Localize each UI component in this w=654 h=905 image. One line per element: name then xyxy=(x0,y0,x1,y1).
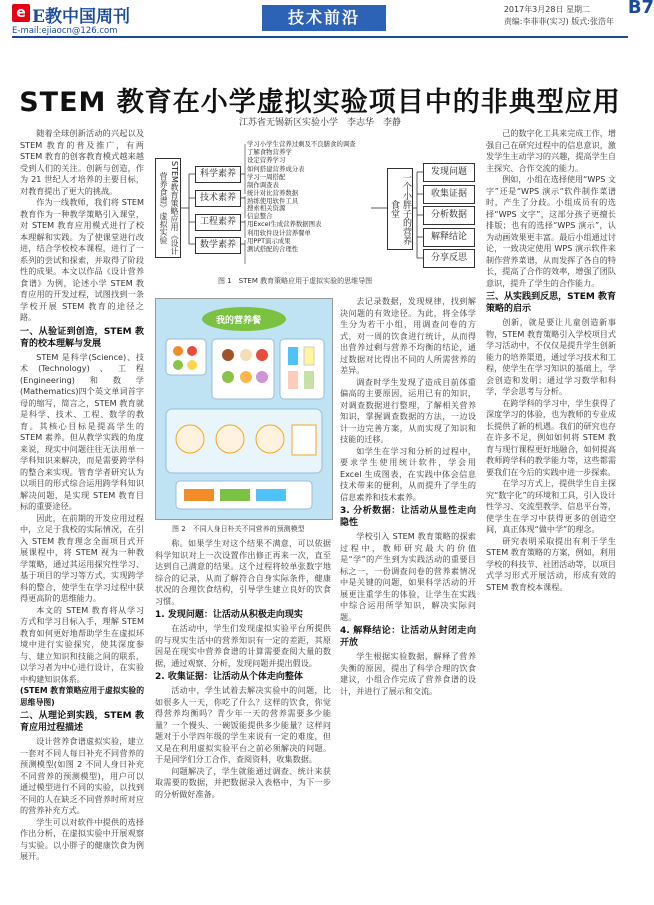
section-heading: 4. 解释结论：让活动从封闭走向开放 xyxy=(340,626,476,648)
page-number: B7 xyxy=(627,0,654,18)
paragraph: 在跨学科的学习中，学生获得了深度学习的体验，也为教师的专业成长提供了新的机遇。我们的研究也存在许多不足，例如如何将 STEM 教育与现行课程更好地融合，如何提高教师跨学科的教学能力等，这些都需要我们在今后的实践中进一步探索。 xyxy=(486,397,616,477)
figure-2-screenshot xyxy=(155,298,333,520)
mindmap-item: 测试搭配的合理性 xyxy=(247,245,299,254)
paragraph: 在学习方式上，提供学生自主探究“数字化”的环境和工具，引入设计性学习、交流型教学、信息平台等，使学生在学习中获得更多的创造空间，真正体现“做中学”的理念。 xyxy=(486,478,616,534)
column-4 xyxy=(486,128,616,898)
column-1 xyxy=(20,128,144,898)
mindmap-item: 了解食物营养学 xyxy=(247,148,292,157)
paragraph: 称。如果学生对这个结果不满意，可以依据科学知识对上一次设置作出修正再来一次，直至达到自己满意的结果。这个过程将较单张数字地综合的记录，从而了解符合自身实际条件，健康状况的合理饮食结构，引导学生建立良好的饮食习惯。 xyxy=(155,538,331,606)
mindmap-center: 一个小胖子的营养食堂 xyxy=(387,168,413,250)
mindmap-item: 信息整合 xyxy=(247,212,273,221)
game-scene-image xyxy=(156,299,332,519)
header-rule xyxy=(12,36,628,38)
header-email: E-mail:ejiaocn@126.com xyxy=(12,26,118,36)
paragraph: 例如，小组在选择使用“WPS 文字”还是“WPS 演示”软件制作菜谱时，产生了分歧。小组成员有的选择“WPS 文字”，这部分孩子更擅长排版；也有的选择“WPS 演示”，认为动画效果更丰富。最后小组通过讨论，一致决定使用 WPS 演示软件来制作营养菜谱，从而发挥了各自的特长，提高了合作的效率，增强了团队意识，提升了学生的合作能力。 xyxy=(486,174,617,288)
branch-math: 数学素养 xyxy=(195,237,241,254)
mindmap-item: 如何搭建营养成分表 xyxy=(247,164,305,173)
header-info xyxy=(503,0,654,28)
science-items xyxy=(247,140,356,206)
tech-items xyxy=(247,204,321,253)
paragraph: 如学生在学习和分析的过程中，要求学生使用统计软件，学会用 Excel 生成图表，在实践中体会信息技术带来的便利，从而提升了学生的信息素养和技术素养。 xyxy=(340,445,476,502)
mindmap-item: 统计对比营养数据 xyxy=(247,189,299,198)
logo-e-icon: e xyxy=(12,4,30,22)
mindmap-item: 设定营养学习 xyxy=(247,156,286,165)
paragraph: 设计营养食谱虚拟实验，建立一套对不同人每日补充不同营养的预测模型(如图 2 不同人身日补充不同营养的预测模型)，用户可以通过模型进行不同的实验，以找到不同的人在缺乏不同营养时所对应的营养补充方式。 xyxy=(20,736,144,815)
section-heading: 三、从实践到反思，STEM 教育策略的启示 xyxy=(486,292,616,314)
article-title: STEM 教育在小学虚拟实验项目中的非典型应用 xyxy=(19,87,621,118)
result-analyze: 分析数据 xyxy=(423,206,475,225)
mindmap-item: 学习一周搭配 xyxy=(247,172,286,181)
branch-science: 科学素养 xyxy=(195,166,241,183)
header-editors: 责编:李菲菲(实习) 版式:张浩年 xyxy=(503,17,614,26)
branch-technology: 技术素养 xyxy=(195,190,241,207)
paragraph: 随着全球创新活动的兴起以及 STEM 教育的普及推广，有两 STEM 教育的创客教育模式越来越受到人们的关注。创新与创造，作为 21 世纪人才培养的主要目标，对教育提出了更大的挑战。 xyxy=(20,128,144,196)
header-date: 2017年3月28日 星期二 xyxy=(503,5,590,14)
masthead-logo xyxy=(12,4,132,34)
figure-1-mindmap xyxy=(155,138,473,268)
mindmap-item: 用Excel生成营养数据图表 xyxy=(247,220,322,229)
paragraph: 去记录数据，发现规律，找到解决问题的有效途径。为此，将全体学生分为若干小组，用调查问卷的方式，对一周的饮食进行统计，从而得出营养过剩与营养不均衡的结论，通过数据对比得出不同的人所需营养的差异。 xyxy=(340,296,476,375)
paragraph: 创新，就是要让儿童创造新事物，STEM 教育策略引入学校项目式学习活动中，不仅仅是提升学生创新能力的培养渠道，通过学习技术和工程，使学生在学习知识的基础上，学会创造和发明；通过学习数学和科学，学会思考与分析。 xyxy=(486,317,616,396)
mindmap-item: 制作调查表 xyxy=(247,181,279,190)
paragraph: 问题解决了，学生就能通过调查、统计来获取需要的数据，并把数据录入表格中，为下一步的分析做好准备。 xyxy=(155,765,331,799)
section-heading: 2. 收集证据：让活动从个体走向整体 xyxy=(155,672,303,682)
mindmap-item: 用PPT演示成果 xyxy=(247,236,291,245)
section-heading: 一、从验证到创造，STEM 教育的校本理解与发展 xyxy=(20,326,144,349)
logo-text: E教中国周刊 xyxy=(32,7,130,27)
branch-engineering: 工程素养 xyxy=(195,214,241,231)
result-discover: 发现问题 xyxy=(423,163,475,182)
column-3 xyxy=(340,296,476,898)
game-banner: 我的营养餐 xyxy=(216,316,262,326)
paragraph: 研究表明采取提出有利于学生 STEM 教育策略的方案，例如，利用学校的科技节、社团活动等，以项目式学习形式开展活动，形成有效的 STEM 教育校本课程。 xyxy=(486,535,616,592)
paragraph: STEM 是科学(Science)、技术(Technology)、工程(Engineering)和数学(Mathematics)四个英文单词首字母的缩写，简言之，STEM 教育就是科学、技术、工程、数学的教育。其核心目标是提高学生的 STEM 素养。但从教学实践的角度来说，现实中问题往往无法用单一学科知识来解决，而是需要跨学科的整合来实现。管育学者研究认为以项目的形式综合运用跨学科知识解决问题，是实现 STEM 教育目标的重要途径。 xyxy=(20,351,144,511)
figure-1-caption: 图 1 STEM 教育策略应用于虚拟实验的思维导图 xyxy=(218,277,373,285)
result-share: 分享反思 xyxy=(423,249,475,268)
paragraph: 本文的 STEM 教育将从学习方式和学习目标入手，理解 STEM 教育如何更好地帮助学生在虚拟环境中进行实验探究，使其深度参与、建立知识和技能之间的联系，以学习者为中心进行设计，在实验中构建知识体系。 xyxy=(20,604,144,684)
paragraph: 在活动中，学生们发现虚拟实验平台所提供的与现实生活中的营养知识有一定的差距，其原因是在现实中营养食谱的计算需要查阅大量的数据，通过观察、分析，发现问题并提出假设。 xyxy=(155,623,331,668)
section-heading: 二、从理论到实践，STEM 教育应用过程描述 xyxy=(20,711,144,733)
paragraph: 学生根据实验数据，解释了营养失衡的原因，提出了科学合理的饮食建议，小组合作完成了营养食谱的设计，并进行了展示和交流。 xyxy=(340,651,476,696)
column-2 xyxy=(155,538,331,898)
paragraph: 己的数字化工具来完成工作，增强自己在研究过程中的信息意识，激发学生主动学习的兴趣，提高学生自主探究、合作交流的能力。 xyxy=(486,128,616,173)
result-explain: 解释结论 xyxy=(423,228,475,247)
section-tag: 技术前沿 xyxy=(262,5,386,31)
paragraph: 作为一线教师，我们将 STEM 教育作为一种教学策略引入课堂，对 STEM 教育应用模式进行了校本理解和实践。为了使课堂进行改进，结合学校校本课程，进行了一系列的尝试和探索，并取得了阶段性的成果。本文以作品《设计营养食谱》为例，论述小学 STEM 教育应用的开发过程，试图找到一条学校开展 STEM 教育的途径之路。 xyxy=(20,197,144,322)
figure-2-caption: 图 2 不同人身日朴关不同营养的预测模型 xyxy=(172,525,305,533)
mindmap-root: STEM教育策略应用《设计营养食谱》虚拟实验 xyxy=(155,158,181,258)
paragraph: 学校引入 STEM 教育策略的探索过程中，教师研究最大的价值是“学”的产生到为实践活动的重要目标之一，一份调查问卷的营养素情况中是关键的问题，如果科学活动的开展更注重学生的体验，让学生在实践中综合运用所学知识，解决实际问题。 xyxy=(340,531,476,622)
mindmap-item: 熟练使用软件工具 xyxy=(247,197,299,206)
mindmap-item: 搜索相关资源 xyxy=(247,204,286,212)
paragraph: 调查时学生发现了造成目前体重偏高的主要原因，运用已有的知识，对调查数据进行整理，了解相关营养知识，掌握调查数据的方法，一边设计一边完善方案，从而实现了知识和技能的迁移。 xyxy=(340,376,476,444)
mindmap-item: 利用软件设计营养餐单 xyxy=(247,228,311,237)
article-byline: 江苏省无锡新区实验小学 李志华 李静 xyxy=(238,118,401,128)
result-evidence: 收集证据 xyxy=(423,185,475,204)
paragraph: 学生可以对软件中提供的选择作出分析，在虚拟实验中开展观察与实验。以小胖子的健康饮食为例展开。 xyxy=(20,816,144,861)
paragraph: 活动中，学生试着去解决实验中的问题，比如很多人一天，你吃了什么？这样的饮食，你觉得营养均衡吗？青少年一天的营养需要多少能量？一个慢头、一碗饭能提供多少能量？这样问题对于小学四年级的学生来说有一定的难度，但又是在利用虚拟实验平台之前必须解决的问题。于是同学们分工合作，查阅资料，收集数据。 xyxy=(155,685,331,764)
mindmap-item: 学习小学生营养过剩及不良膳食的调查 xyxy=(247,140,356,148)
section-heading: 3. 分析数据：让活动从显性走向隐性 xyxy=(340,506,476,528)
paragraph: 因此，在前期的开发应用过程中，立足于我校的实际情况，在引入 STEM 教育理念全面项目式开展课程中，将 STEM 视为一种教学策略，通过其运用探究性学习、基于项目的学习等方式，实现跨学科的整合，使学生在学习过程中获得更高阶的思维能力。 xyxy=(20,512,144,603)
section-heading: 1. 发现问题：让活动从积极走向现实 xyxy=(155,610,303,620)
figure-note: (STEM 教育策略应用于虚拟实验的思维导图) xyxy=(20,686,144,707)
